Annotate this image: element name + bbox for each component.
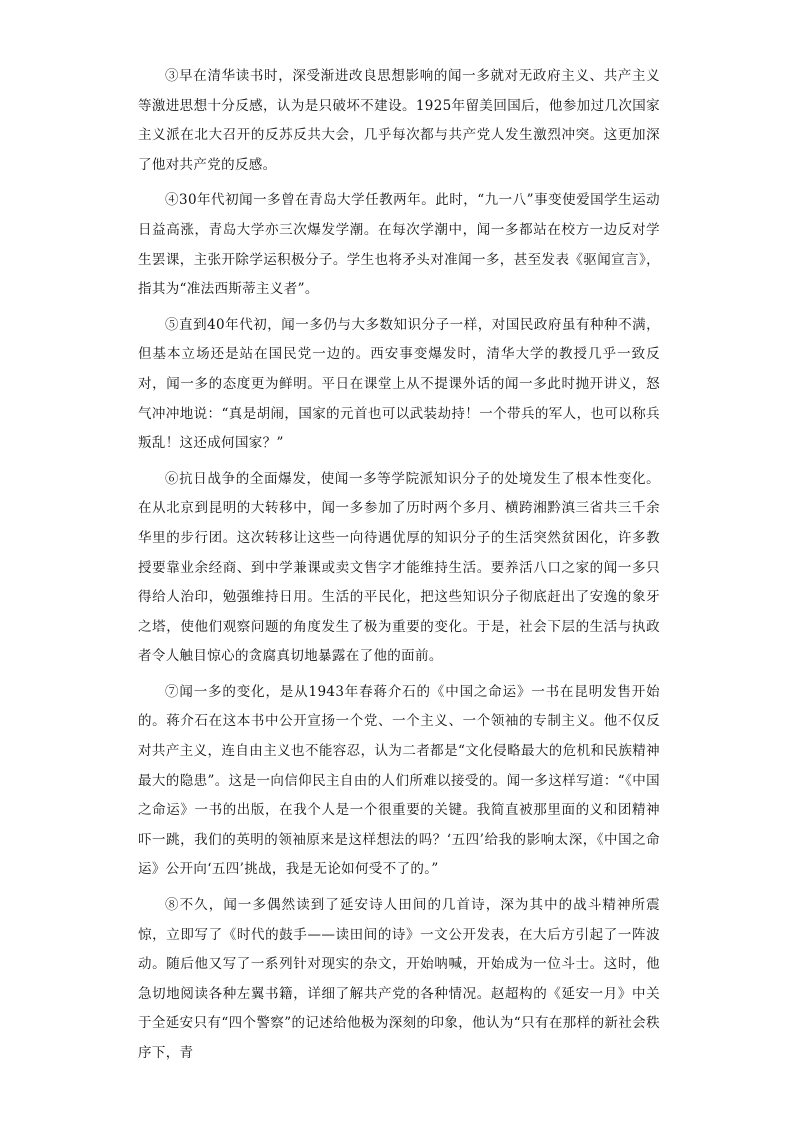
paragraph-3: ③早在清华读书时，深受渐进改良思想影响的闻一多就对无政府主义、共产主义等激进思想十分反感，认为是只破坏不建设。1925年留美回国后，他参加过几次国家主义派在北大召开的反苏反共大会，几乎每次都与共产党人发生激烈冲突。这更加深了他对共产党的反感。 xyxy=(138,68,660,173)
document-body xyxy=(138,62,660,1075)
paragraph-5: ⑤直到40年代初，闻一多仍与大多数知识分子一样，对国民政府虽有种种不满，但基本立场还是站在国民党一边的。西安事变爆发时，清华大学的教授几乎一致反对，闻一多的态度更为鲜明。平日在课堂上从不提课外话的闻一多此时抛开讲义，怒气冲冲地说：“真是胡闹，国家的元首也可以武装劫持！一个带兵的军人，也可以称兵叛乱！这还成何国家？” xyxy=(138,316,660,452)
paragraph-4: ④30年代初闻一多曾在青岛大学任教两年。此时，“九一八”事变使爱国学生运动日益高涨，青岛大学亦三次爆发学潮。在每次学潮中，闻一多都站在校方一边反对学生罢课，主张开除学运积极分子。学生也将矛头对准闻一多，甚至发表《驱闻宣言》，指其为“准法西斯蒂主义者”。 xyxy=(138,192,660,298)
paragraph-8: ⑧不久，闻一多偶然读到了延安诗人田间的几首诗，深为其中的战斗精神所震惊，立即写了《时代的鼓手——读田间的诗》一文公开发表，在大后方引起了一阵波动。随后他又写了一系列针对现实的杂文，开始呐喊，开始成为一位斗士。这时，他急切地阅读各种左翼书籍，详细了解共产党的各种情况。赵超构的《延安一月》中关于全延安只有“四个警察”的记述给他极为深刻的印象，他认为“只有在那样的新社会秩序下，青 xyxy=(138,897,660,1061)
paragraph-6: ⑥抗日战争的全面爆发，使闻一多等学院派知识分子的处境发生了根本性变化。在从北京到昆明的大转移中，闻一多参加了历时两个多月、横跨湘黔滇三省共三千余华里的步行团。这次转移让这些一向待遇优厚的知识分子的生活突然贫困化，许多教授要靠业余经商、到中学兼课或卖文售字才能维持生活。要养活八口之家的闻一多只得给人治印，勉强维持日用。生活的平民化，把这些知识分子彻底赶出了安逸的象牙之塔，使他们观察问题的角度发生了极为重要的变化。于是，社会下层的生活与执政者令人触目惊心的贪腐真切地暴露在了他的面前。 xyxy=(138,470,660,665)
paragraph-7: ⑦闻一多的变化，是从1943年春蒋介石的《中国之命运》一书在昆明发售开始的。蒋介石在这本书中公开宣扬一个党、一个主义、一个领袖的专制主义。他不仅反对共产主义，连自由主义也不能容忍，认为二者都是“文化侵略最大的危机和民族精神最大的隐患”。这是一向信仰民主自由的人们所难以接受的。闻一多这样写道：“《中国之命运》一书的出版，在我个人是一个很重要的关键。我简直被那里面的义和团精神吓一跳，我们的英明的领袖原来是这样想法的吗？‘五四’给我的影响太深，《中国之命运》公开向‘五四’挑战，我是无论如何受不了的。” xyxy=(138,683,660,878)
